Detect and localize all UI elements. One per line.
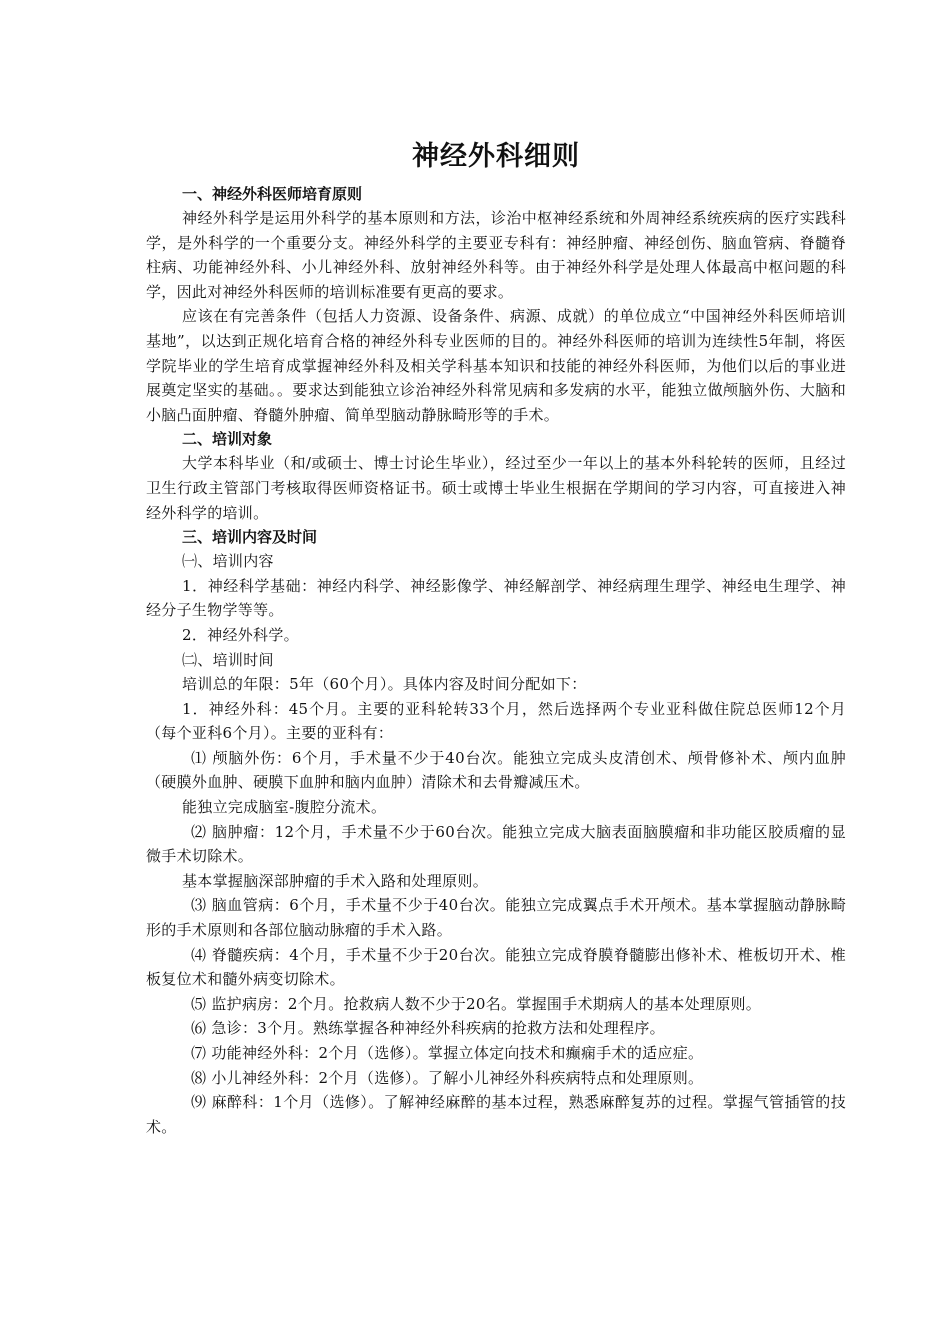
paragraph: 大学本科毕业（和/或硕士、博士讨论生毕业），经过至少一年以上的基本外科轮转的医师，且经过卫生行政主管部门考核取得医师资格证书。硕士或博士毕业生根据在学期间的学习内容，可直接进入神经外科学的培训。 <box>146 454 846 522</box>
paragraph: 基本掌握脑深部肿瘤的手术入路和处理原则。 <box>182 871 489 890</box>
document-sections <box>146 182 846 1139</box>
numbered-item: ⑴ 颅脑外伤：6个月，手术量不少于40台次。能独立完成头皮清创术、颅骨修补术、颅内血肿（硬膜外血肿、硬膜下血肿和脑内血肿）清除术和去骨瓣减压术。 <box>146 748 846 792</box>
paragraph: 能独立完成脑室-腹腔分流术。 <box>182 798 387 817</box>
paragraph: 神经外科学是运用外科学的基本原则和方法，诊治中枢神经系统和外周神经系统疾病的医疗实践科学，是外科学的一个重要分支。神经外科学的主要亚专科有：神经肿瘤、神经创伤、脑血管病、脊髓脊柱病、功能神经外科、小儿神经外科、放射神经外科等。由于神经外科学是处理人体最高中枢问题的科学，因此对神经外科医师的培训标准要有更高的要求。 <box>146 209 846 301</box>
numbered-item: ⑹ 急诊：3个月。熟练掌握各种神经外科疾病的抢救方法和处理程序。 <box>191 1019 665 1038</box>
paragraph: ㈠、培训内容 <box>182 552 274 571</box>
numbered-item: ⑺ 功能神经外科：2个月（选修）。掌握立体定向技术和癫痫手术的适应症。 <box>191 1044 704 1062</box>
paragraph: 应该在有完善条件（包括人力资源、设备条件、病源、成就）的单位成立“中国神经外科医师培训基地”，以达到正规化培育合格的神经外科专业医师的目的。神经外科医师的培训为连续性5年制，将医学院毕业的学生培育成掌握神经外科及相关学科基本知识和技能的神经外科医师，为他们以后的事业进展奠定坚实的基础。。要求达到能独立诊治神经外科常见病和多发病的水平，能独立做颅脑外伤、大脑和小脑凸面肿瘤、脊髓外肿瘤、简单型脑动静脉畸形等的手术。 <box>146 307 846 424</box>
paragraph: ㈡、培训时间 <box>182 650 274 669</box>
paragraph: 1．神经科学基础：神经内科学、神经影像学、神经解剖学、神经病理生理学、神经电生理学、神经分子生物学等等。 <box>146 576 846 620</box>
numbered-item: ⑸ 监护病房：2个月。抢救病人数不少于20名。掌握围手术期病人的基本处理原则。 <box>191 994 762 1013</box>
section-heading: 二、培训对象 <box>182 430 273 449</box>
numbered-item: ⑷ 脊髓疾病：4个月，手术量不少于20台次。能独立完成脊膜脊髓膨出修补术、椎板切开术、椎板复位术和髓外病变切除术。 <box>146 945 846 989</box>
numbered-item: ⑼ 麻醉科：1个月（选修）。了解神经麻醉的基本过程，熟悉麻醉复苏的过程。掌握气管插管的技术。 <box>146 1093 846 1136</box>
numbered-item: ⑶ 脑血管病：6个月，手术量不少于40台次。能独立完成翼点手术开颅术。基本掌握脑动静脉畸形的手术原则和各部位脑动脉瘤的手术入路。 <box>146 896 846 940</box>
section-heading: 一、神经外科医师培育原则 <box>182 185 363 203</box>
document-body <box>146 140 846 1139</box>
paragraph: 培训总的年限：5年（60个月）。具体内容及时间分配如下： <box>182 675 587 694</box>
numbered-item: ⑵ 脑肿瘤：12个月，手术量不少于60台次。能独立完成大脑表面脑膜瘤和非功能区胶质瘤的显微手术切除术。 <box>146 822 846 866</box>
paragraph: 1．神经外科：45个月。主要的亚科轮转33个月，然后选择两个专业亚科做住院总医师12个月（每个亚科6个月）。主要的亚科有： <box>146 699 846 743</box>
document-title: 神经外科细则 <box>412 141 580 172</box>
numbered-item: ⑻ 小儿神经外科：2个月（选修）。了解小儿神经外科疾病特点和处理原则。 <box>191 1068 704 1087</box>
section-heading: 三、培训内容及时间 <box>182 528 318 547</box>
paragraph: 2．神经外科学。 <box>182 625 299 644</box>
